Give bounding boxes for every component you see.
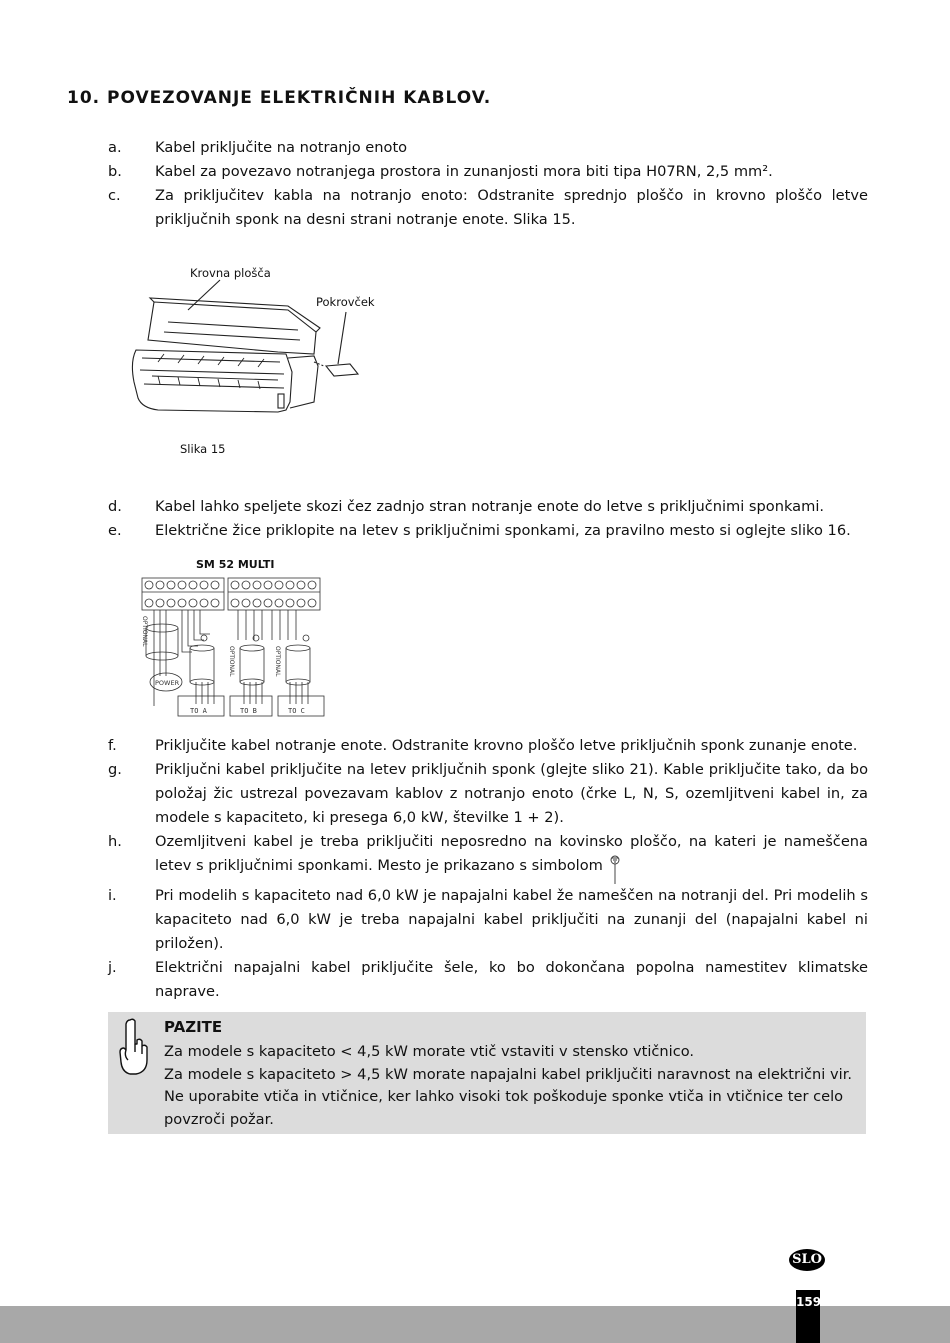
page-number: 159 xyxy=(796,1295,822,1309)
list-item-label: c. xyxy=(108,187,121,204)
list-item-text: Priključni kabel priključite na letev priključnih sponk (glejte sliko 21). Kable priključite tako, da bo položaj žic ustrezal povezavam kablov z notranjo enoto (črke L, N, S, ozemljitveni kabel in, za modele s kapaciteto, ki presega 6,0 kW, številke 1 + 2). xyxy=(155,761,868,826)
instruction-list-f xyxy=(108,734,868,1004)
list-item-label: a. xyxy=(108,139,122,156)
list-item xyxy=(108,734,868,758)
list-item-label: b. xyxy=(108,163,122,180)
list-item-label: g. xyxy=(108,761,122,778)
list-item-text xyxy=(155,830,868,884)
list-item-label: f. xyxy=(108,737,117,754)
list-item-text: Kabel priključite na notranjo enoto xyxy=(155,139,408,156)
list-item-label: i. xyxy=(108,887,117,904)
figure-wiring-diagram xyxy=(138,556,338,722)
instruction-list-d xyxy=(108,495,868,543)
to-label-a: TO A xyxy=(190,707,207,715)
optional-label-branch-a: OPTIONAL xyxy=(228,646,235,677)
indoor-unit-illustration xyxy=(128,262,408,462)
page-number-tab xyxy=(796,1290,820,1343)
warning-title: PAZITE xyxy=(164,1018,223,1036)
warning-line: Za modele s kapaciteto > 4,5 kW morate napajalni kabel priključiti naravnost na električni vir. xyxy=(164,1065,852,1083)
optional-label-power: OPTIONAL xyxy=(141,616,148,647)
power-label: POWER xyxy=(155,679,180,687)
list-item xyxy=(108,519,868,543)
list-item-text: Priključite kabel notranje enote. Odstranite krovno ploščo letve priključnih sponk zunanje enote. xyxy=(155,737,858,754)
section-heading: 10. POVEZOVANJE ELEKTRIČNIH KABLOV. xyxy=(67,88,492,108)
warning-text xyxy=(164,1041,854,1131)
warning-line: Za modele s kapaciteto < 4,5 kW morate vtič vstaviti v stensko vtičnico. xyxy=(164,1043,695,1060)
figure-label-top-panel: Krovna plošča xyxy=(190,266,271,280)
figure-caption: Slika 15 xyxy=(180,442,226,456)
list-item xyxy=(108,136,868,160)
list-item-text: Električne žice priklopite na letev s priključnimi sponkami, za pravilno mesto si oglejte sliko 16. xyxy=(155,522,851,539)
to-label-c: TO C xyxy=(288,707,305,715)
warning-line: Ne uporabite vtiča in vtičnice, ker lahko visoki tok poškoduje sponke vtiča in vtičnice ter celo povzroči požar. xyxy=(164,1088,844,1128)
list-item xyxy=(108,884,868,956)
figure-indoor-unit xyxy=(128,262,408,462)
language-badge: SLO xyxy=(789,1249,825,1271)
list-item-text-body: Ozemljitveni kabel je treba priključiti neposredno na kovinsko ploščo, na kateri je nameščena letev s priključnimi sponkami. Mesto je prikazano s simbolom xyxy=(155,833,868,874)
list-item xyxy=(108,830,868,884)
list-item-text: Kabel lahko speljete skozi čez zadnjo stran notranje enote do letve s priključnimi sponkami. xyxy=(155,498,825,515)
list-item xyxy=(108,184,868,232)
list-item xyxy=(108,758,868,830)
list-item-text: Kabel za povezavo notranjega prostora in zunanjosti mora biti tipa H07RN, 2,5 mm². xyxy=(155,163,773,180)
list-item-label: e. xyxy=(108,522,122,539)
list-item-label: d. xyxy=(108,498,122,515)
to-label-b: TO B xyxy=(240,707,257,715)
list-item xyxy=(108,160,868,184)
list-item-label: h. xyxy=(108,833,122,850)
warning-box xyxy=(108,1012,866,1134)
optional-label-branch-b: OPTIONAL xyxy=(274,646,281,677)
instruction-list-a xyxy=(108,136,868,232)
wiring-diagram-title: SM 52 MULTI xyxy=(196,558,275,571)
pointing-hand-icon xyxy=(116,1016,150,1078)
list-item-text: Električni napajalni kabel priključite šele, ko bo dokončana popolna namestitev klimatske naprave. xyxy=(155,959,868,1000)
list-item-label: j. xyxy=(108,959,117,976)
list-item xyxy=(108,956,868,1004)
list-item-text: Pri modelih s kapaciteto nad 6,0 kW je napajalni kabel že nameščen na notranji del. Pri modelih s kapaciteto nad 6,0 kW je treba napajalni kabel priključiti na zunanji del (napajalni kabel ni priložen). xyxy=(155,887,868,952)
ground-symbol-icon xyxy=(609,854,621,884)
wiring-schematic xyxy=(138,556,338,722)
list-item xyxy=(108,495,868,519)
list-item-text: Za priključitev kabla na notranjo enoto: Odstranite sprednjo ploščo in krovno ploščo letve priključnih sponk na desni strani notranje enote. Slika 15. xyxy=(155,187,868,228)
figure-label-cover: Pokrovček xyxy=(316,295,375,309)
